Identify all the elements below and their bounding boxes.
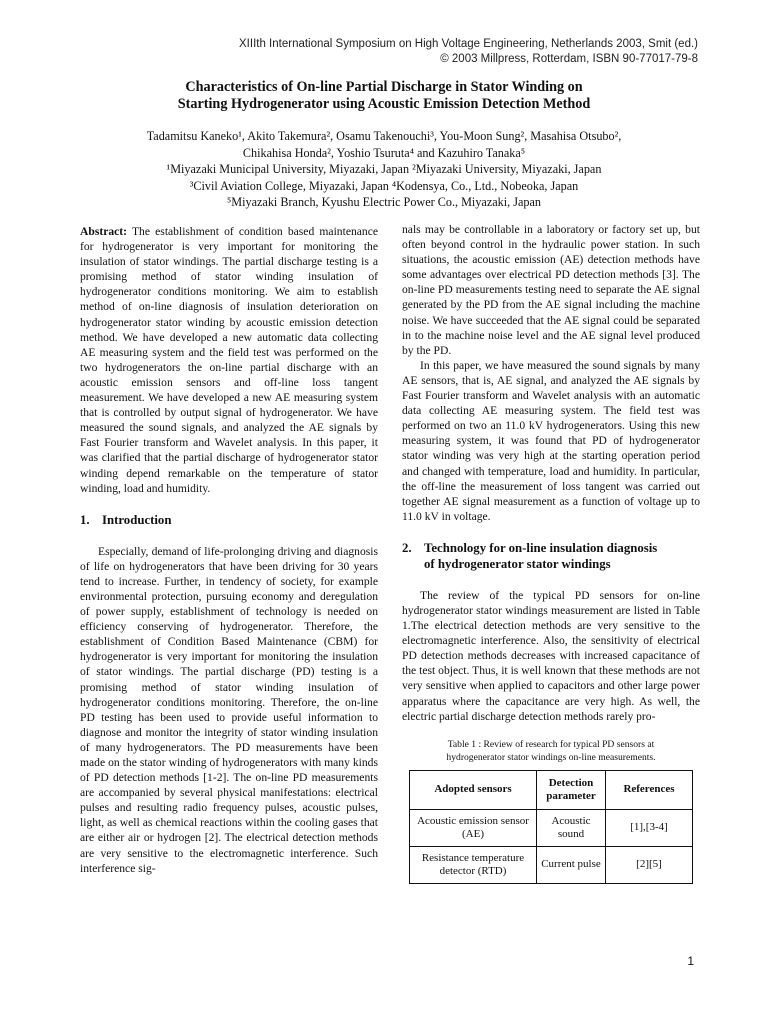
table-row bbox=[410, 846, 693, 883]
table-cell: Acoustic sound bbox=[537, 809, 606, 846]
affiliation-line-3: ⁵Miyazaki Branch, Kyushu Electric Power Co., Miyazaki, Japan bbox=[227, 195, 541, 209]
left-column bbox=[80, 224, 378, 876]
table-row bbox=[410, 809, 693, 846]
table-caption-line-1: Table 1 : Review of research for typical PD sensors at bbox=[447, 738, 655, 750]
abstract-label: Abstract: bbox=[80, 225, 128, 238]
intro-paragraph-2: In this paper, we have measured the sound signals by many AE sensors, that is, AE signal, and analyzed the AE signals by Fast Fourier transform and Wavelet analysis with an automatic data collecting AE measuring system. The field test was performed on two an 11.0 kV hydrogenerators. Using this new measuring system, it was found that PD of hydrogenerator stator winding was very high at the starting operation period and changed with temperature, load and humidity. In particular, the off-line the measurement of loss tangent was carried out together AE signal measurement as a function of voltage up to 11.0 kV in voltage. bbox=[402, 358, 700, 523]
affiliation-line-2: ³Civil Aviation College, Miyazaki, Japan ⁴Kodensya, Co., Ltd., Nobeoka, Japan bbox=[189, 178, 579, 193]
intro-continuation-paragraph: nals may be controllable in a laboratory or factory set up, but often beyond control in the hydraulic power station. In such situations, the acoustic emission (AE) detection methods have some advantages over electrical PD detection methods [3]. The on-line PD measurements testing need to separate the AE signal generated by the PD from the AE signal including the machine noise. We have succeeded that the AE signal could be separated in to the machine noise level and the AE signal level produced by the PD. bbox=[402, 223, 700, 357]
section-1-number: 1. bbox=[80, 512, 90, 527]
paper-title bbox=[90, 79, 678, 113]
table-caption-line-2: hydrogenerator stator windings on-line measurements. bbox=[446, 751, 656, 763]
table-header-cell: Detection parameter bbox=[537, 770, 606, 809]
header-line-2: © 2003 Millpress, Rotterdam, ISBN 90-77017-79-8 bbox=[440, 53, 698, 65]
table-cell: Resistance temperature detector (RTD) bbox=[410, 846, 537, 883]
table-header-cell: Adopted sensors bbox=[410, 770, 537, 809]
authors-line-2: Chikahisa Honda², Yoshio Tsuruta⁴ and Kazuhiro Tanaka⁵ bbox=[242, 145, 526, 160]
section-1-heading bbox=[80, 512, 378, 528]
abstract-text: The establishment of condition based maintenance for hydrogenerator is very important for monitoring the insulation of stator windings. The partial discharge testing is a promising method of stator winding insulation of hydrogenerator conditions monitoring. We aim to establish method of on-line diagnosis of insulation deterioration on hydrogenerator stator winding by acoustic emission detection method. We have developed a new automatic data collecting AE measuring system and the field test was performed on the two hydrogenerators the on-line partial discharge with an acoustic emission sensors and off-line loss tangent measurement. We have developed a new AE measuring system that is controlled by output signal of hydrogenerator. We have measured the sound signals, and analyzed the AE signals by Fast Fourier transform and Wavelet analysis. In this paper, it was clarified that the partial discharge of hydrogenerator stator winding depend remarkable on the temperature of stator winding, load and humidity. bbox=[80, 225, 378, 495]
author-block bbox=[80, 128, 688, 211]
table-cell: Current pulse bbox=[537, 846, 606, 883]
table-cell: [1],[3-4] bbox=[606, 809, 693, 846]
header-line-1: XIIIth International Symposium on High Voltage Engineering, Netherlands 2003, Smit (ed.) bbox=[239, 38, 698, 50]
table-1 bbox=[409, 770, 693, 884]
page-number: 1 bbox=[687, 954, 694, 968]
title-line-2: Starting Hydrogenerator using Acoustic Emission Detection Method bbox=[177, 96, 591, 112]
right-column bbox=[402, 222, 700, 884]
table-1-caption bbox=[402, 738, 700, 764]
table-header-row bbox=[410, 770, 693, 809]
abstract bbox=[80, 224, 378, 496]
table-cell: Acoustic emission sensor (AE) bbox=[410, 809, 537, 846]
table-header-cell: References bbox=[606, 770, 693, 809]
section-2-paragraph: The review of the typical PD sensors for on-line hydrogenerator stator windings measurement are listed in Table 1.The electrical detection methods are very sensitive to the electromagnetic interference. Also, the sensitivity of electrical PD detection methods decreases with increased capacitance of the test object. Thus, it is well known that these methods are not very sensitive when applied to capacitors and other large power apparatus where the capacitance are very high. As well, the electric partial discharge detection methods rarely pro- bbox=[402, 588, 700, 723]
section-2-title-line-2: of hydrogenerator stator windings bbox=[424, 556, 611, 571]
affiliation-line-1: ¹Miyazaki Municipal University, Miyazaki, Japan ²Miyazaki University, Miyazaki, Japan bbox=[166, 162, 602, 176]
section-2-title-line-1: Technology for on-line insulation diagnosis bbox=[424, 540, 658, 555]
table-cell: [2][5] bbox=[606, 846, 693, 883]
section-2-heading bbox=[402, 540, 700, 572]
title-line-1: Characteristics of On-line Partial Discharge in Stator Winding on bbox=[185, 79, 583, 95]
section-1-paragraph: Especially, demand of life-prolonging driving and diagnosis of life on hydrogenerators that have been driving for 30 years tend to increase. Further, in tendency of society, for example environmental protection, pursuing economy and deregulation of power supply, establishment of technology is needed on efficiency conserving of hydrogenerator. Therefore, the establishment of Condition Based Maintenance (CBM) for hydrogenerator is very important for monitoring the insulation of stator windings. The partial discharge (PD) testing is a promising method of stator winding insulation of hydrogenerator conditions monitoring. Therefore, the on-line PD testing has been used to provide useful information to diagnose and monitor the integrity of stator winding insulation of many hydrogenerators. The PD measurements have been made on the stator winding of hydrogenerators with many kinds of PD detection methods [1-2]. The on-line PD measurements are accompanied by several physical manifestations: electrical pulses and resulting radio frequency pulses, acoustic pulses, light, as well as chemical reactions within the cooling gases that are either air or hydrogen [2]. The electrical detection methods are very sensitive to the electromagnetic interference. Such interference sig- bbox=[80, 544, 378, 875]
section-2-number: 2. bbox=[402, 540, 412, 555]
section-1-title: Introduction bbox=[102, 512, 172, 527]
authors-line-1: Tadamitsu Kaneko¹, Akito Takemura², Osamu Takenouchi³, You-Moon Sung², Masahisa Otsubo², bbox=[146, 129, 622, 143]
conference-header bbox=[239, 37, 698, 67]
